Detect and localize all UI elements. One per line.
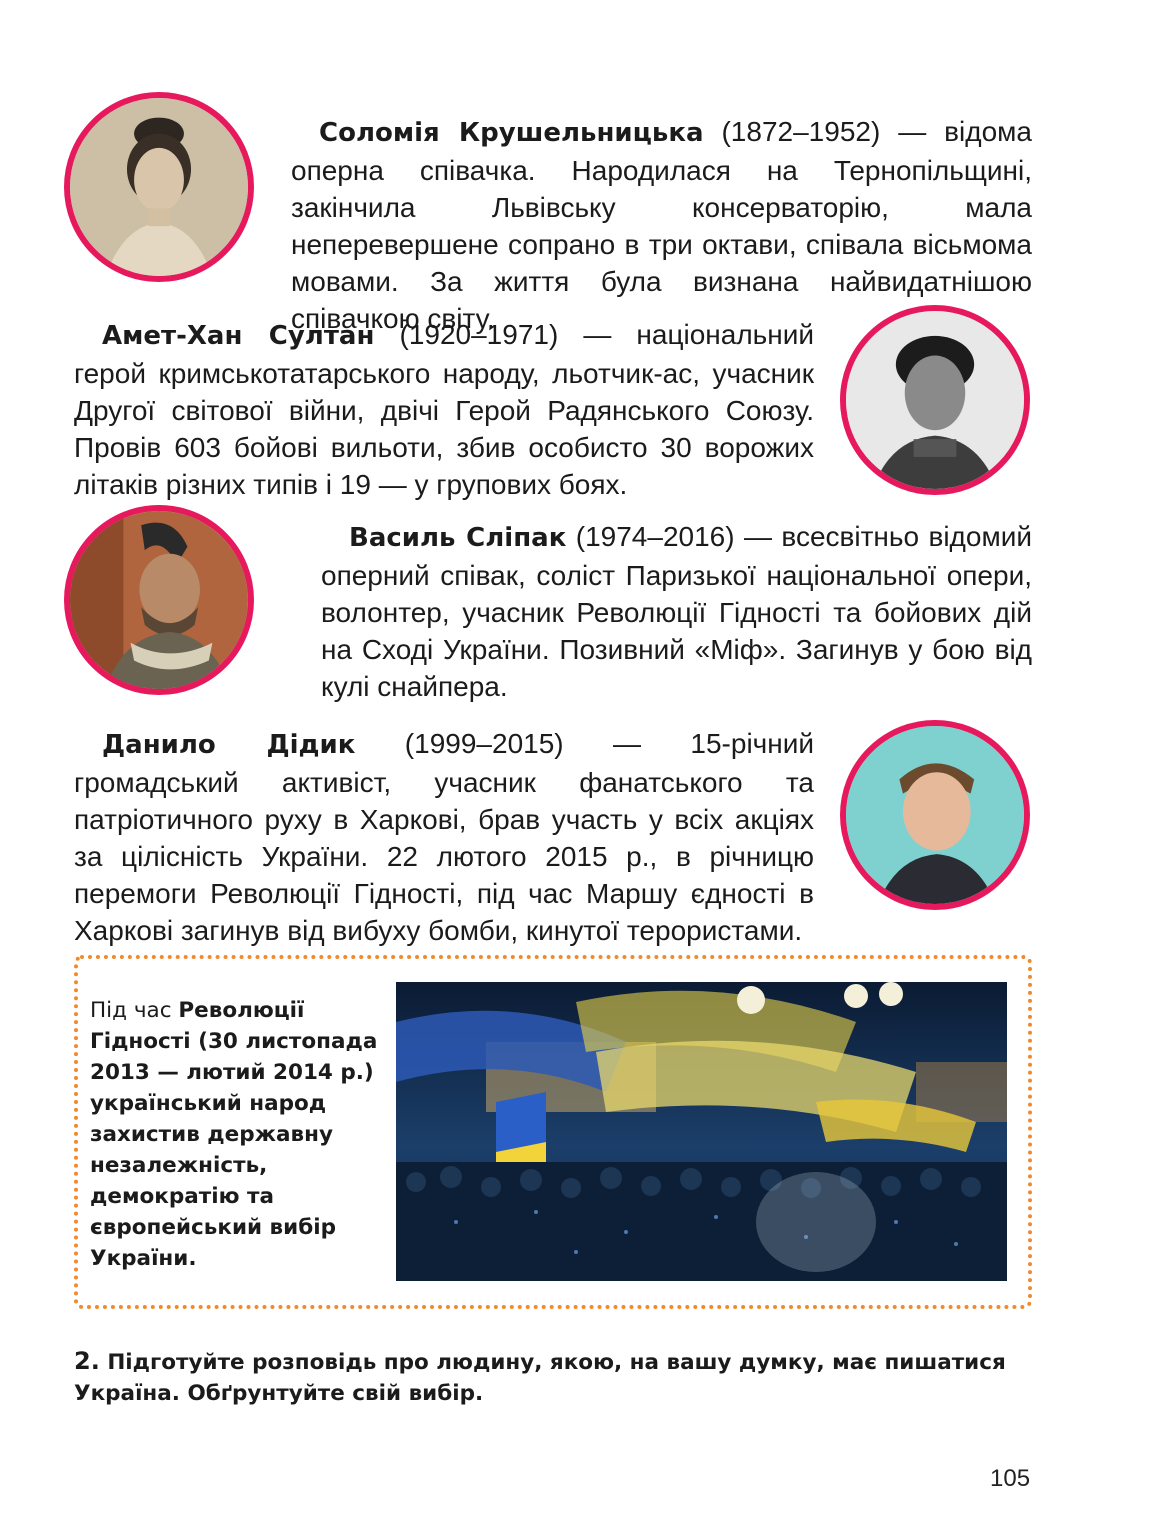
- bio-slipak: [321, 518, 1032, 705]
- bio-name: Василь Сліпак: [349, 523, 567, 553]
- callout-lead: Під час: [90, 998, 179, 1023]
- bio-text: (1920–1971) — національний герой кримськотатарського народу, льотчик-ас, учасник Другої світової війни, двічі Герой Радянського Союзу. Провів 603 бойові вильоти, збив особисто 30 ворожих літаків різних типів і 19 — у групових боях.: [74, 319, 814, 500]
- task-number: 2.: [74, 1347, 100, 1375]
- bio-krushelnytska: [291, 113, 1032, 337]
- page-number: 105: [990, 1465, 1031, 1492]
- bio-text: (1999–2015) — 15-річний громадський активіст, учасник фанатського та патріотичного руху в Харкові, брав участь у всіх акціях за цілісність України. 22 лютого 2015 р., в річницю перемоги Революції Гідності, під час Маршу єдності в Харкові загинув від вибуху бомби, кинутої терористами.: [74, 728, 814, 946]
- callout-text: [90, 995, 380, 1274]
- portrait-didyk: [840, 720, 1030, 910]
- callout-rest: (30 листопада 2013 — лютий 2014 р.) український народ захистив державну незалежність, демократію та європейський вибір України.: [90, 1029, 378, 1271]
- task-2: [74, 1346, 1044, 1409]
- bio-name: Соломія Крушельницька: [319, 118, 704, 148]
- callout-strong: Революції Гідності: [90, 998, 305, 1054]
- bio-text: (1872–1952) — відома оперна співачка. Народилася на Тернопільщині, закінчила Львівську консерваторію, мала неперевершене сопрано в три октави, співала вісьмома мовами. За життя була визнана найвидатнішою співачкою світу.: [291, 116, 1032, 334]
- portrait-amet-khan-sultan: [840, 305, 1030, 495]
- maidan-photo: [396, 982, 1007, 1281]
- portrait-krushelnytska: [64, 92, 254, 282]
- task-text: Підготуйте розповідь про людину, якою, на вашу думку, має пишатися Україна. Обґрунтуйте свій вибір.: [74, 1350, 1006, 1406]
- bio-amet-khan-sultan: [74, 316, 814, 503]
- bio-didyk: [74, 725, 814, 949]
- portrait-slipak: [64, 505, 254, 695]
- bio-name: Данило Дідик: [102, 730, 356, 760]
- bio-name: Амет-Хан Султан: [102, 321, 375, 351]
- bio-text: (1974–2016) — всесвітньо відомий оперний співак, соліст Паризької національної опери, волонтер, учасник Революції Гідності та бойових дій на Сході України. Позивний «Міф». Загинув у бою від кулі снайпера.: [321, 521, 1033, 702]
